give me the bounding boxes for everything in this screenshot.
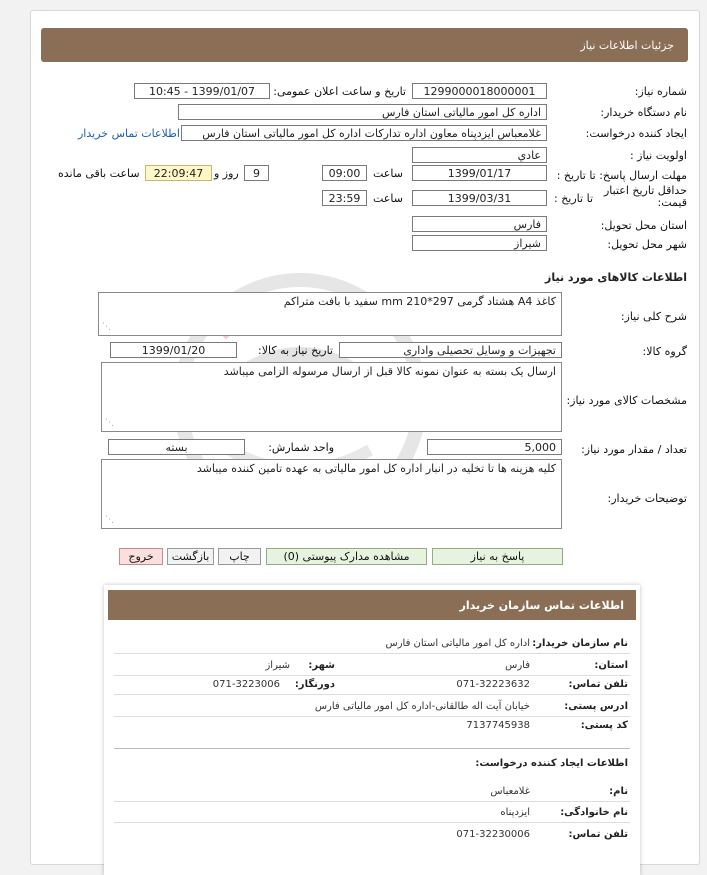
price-time-label: ساعت	[373, 192, 403, 205]
priority-label: اولویت نیاز :	[629, 149, 687, 162]
contact-card	[104, 585, 640, 875]
need-date-label: تاریخ نیاز به کالا:	[258, 344, 333, 357]
resize-grip-icon[interactable]: ⋰	[105, 515, 114, 525]
goods-spec-label: مشخصات کالای مورد نیاز:	[566, 394, 687, 407]
goods-spec-field	[101, 362, 562, 432]
goods-desc-text: کاغذ A4 هشتاد گرمی 297*210 mm سفید با بافت متراکم	[283, 295, 556, 308]
print-button[interactable]: چاپ	[218, 548, 261, 565]
exit-button[interactable]: خروج	[119, 548, 163, 565]
deadline-label: مهلت ارسال پاسخ: تا تاریخ :	[556, 169, 687, 182]
days-suffix: روز و	[214, 167, 239, 180]
creator-family-label: نام خانوادگی:	[560, 807, 628, 818]
back-button[interactable]: بازگشت	[167, 548, 214, 565]
creator-field: غلامعباس ایزدپناه معاون اداره تدارکات اداره کل امور مالیاتی استان فارس	[181, 125, 547, 141]
postal-label: کد پستی:	[580, 720, 628, 731]
city-label: شهر:	[308, 660, 335, 671]
buyer-notes-text: کلیه هزینه ها تا تخلیه در انبار اداره کل امور مالیاتی به عهده تامین کننده میباشد	[196, 462, 556, 475]
need-number-label: شماره نیاز:	[634, 85, 687, 98]
province-field: فارس	[412, 216, 547, 232]
goods-section-title: اطلاعات کالاهای مورد نیاز	[545, 271, 687, 284]
creator-phone-label: تلفن تماس:	[568, 829, 628, 840]
unit-label: واحد شمارش:	[268, 441, 334, 454]
contact-card-header	[108, 590, 636, 620]
phone-value: 071-32223632	[456, 679, 530, 690]
deadline-date-field: 1399/01/17	[412, 165, 547, 181]
creator-name-label: نام:	[609, 786, 628, 797]
buyer-org-field: اداره کل امور مالیاتی استان فارس	[178, 104, 547, 120]
goods-desc-label: شرح کلی نیاز:	[620, 310, 687, 323]
province-label: استان محل تحویل:	[600, 219, 687, 232]
price-until-label: تا تاریخ :	[554, 192, 593, 205]
city-field: شیراز	[412, 235, 547, 251]
qty-label: تعداد / مقدار مورد نیاز:	[581, 443, 687, 456]
page-title: جزئیات اطلاعات نیاز	[580, 38, 674, 52]
resize-grip-icon[interactable]: ⋰	[102, 322, 111, 332]
announce-field: 1399/01/07 - 10:45	[134, 83, 270, 99]
fax-value: 071-3223006	[212, 679, 280, 690]
priority-field: عادي	[412, 147, 547, 163]
announce-label: تاریخ و ساعت اعلان عمومی:	[273, 85, 406, 98]
org-value: اداره کل امور مالیاتی استان فارس	[385, 638, 530, 649]
contact-card-title: اطلاعات تماس سازمان خریدار	[459, 598, 624, 612]
price-validity-label: حداقل تاریخ اعتبار قیمت:	[603, 184, 687, 209]
resize-grip-icon[interactable]: ⋰	[105, 418, 114, 428]
creator-name-value: غلامعباس	[490, 786, 530, 797]
deadline-time-field: 09:00	[322, 165, 367, 181]
deadline-time-label: ساعت	[373, 167, 403, 180]
need-number-field: 1299000018000001	[412, 83, 547, 99]
goods-group-field: تجهیزات و وسایل تحصیلی واداری	[339, 342, 562, 358]
org-label: نام سازمان خریدار:	[532, 638, 628, 649]
qty-field: 5,000	[427, 439, 562, 455]
address-label: ادرس پستی:	[564, 701, 628, 712]
phone-label: تلفن تماس:	[568, 679, 628, 690]
page-header	[41, 28, 688, 62]
goods-spec-text: ارسال یک بسته به عنوان نمونه کالا قبل از ارسال مرسوله الزامی میباشد	[223, 365, 556, 378]
creator-info-title: اطلاعات ایجاد کننده درخواست:	[475, 758, 628, 769]
buyer-contact-link[interactable]: اطلاعات تماس خریدار	[78, 127, 180, 140]
goods-group-label: گروه کالا:	[642, 345, 687, 358]
city-label: شهر محل تحویل:	[607, 238, 687, 251]
province-label: استان:	[594, 660, 628, 671]
creator-label: ایجاد کننده درخواست:	[585, 127, 687, 140]
buyer-notes-label: توضیحات خریدار:	[607, 492, 687, 505]
price-time-field: 23:59	[322, 190, 367, 206]
unit-field: بسته	[108, 439, 245, 455]
goods-desc-field	[98, 292, 562, 336]
buyer-notes-field	[101, 459, 562, 529]
buyer-org-label: نام دستگاه خریدار:	[600, 106, 687, 119]
postal-value: 7137745938	[466, 720, 530, 731]
address-value: خیابان آیت اله طالقانی-اداره کل امور مالیاتی فارس	[314, 701, 530, 712]
need-date-field: 1399/01/20	[110, 342, 237, 358]
days-field: 9	[244, 165, 269, 181]
creator-phone-value: 071-32230006	[456, 829, 530, 840]
reply-button[interactable]: پاسخ به نیاز	[432, 548, 563, 565]
attachments-button[interactable]: مشاهده مدارک پیوستی (0)	[266, 548, 427, 565]
price-date-field: 1399/03/31	[412, 190, 547, 206]
creator-family-value: ایزدپناه	[500, 807, 530, 818]
city-value: شیراز	[265, 660, 290, 671]
province-value: فارس	[505, 660, 530, 671]
fax-label: دورنگار:	[294, 679, 335, 690]
remaining-label: ساعت باقی مانده	[58, 167, 140, 180]
remaining-time-field: 22:09:47	[145, 165, 212, 181]
